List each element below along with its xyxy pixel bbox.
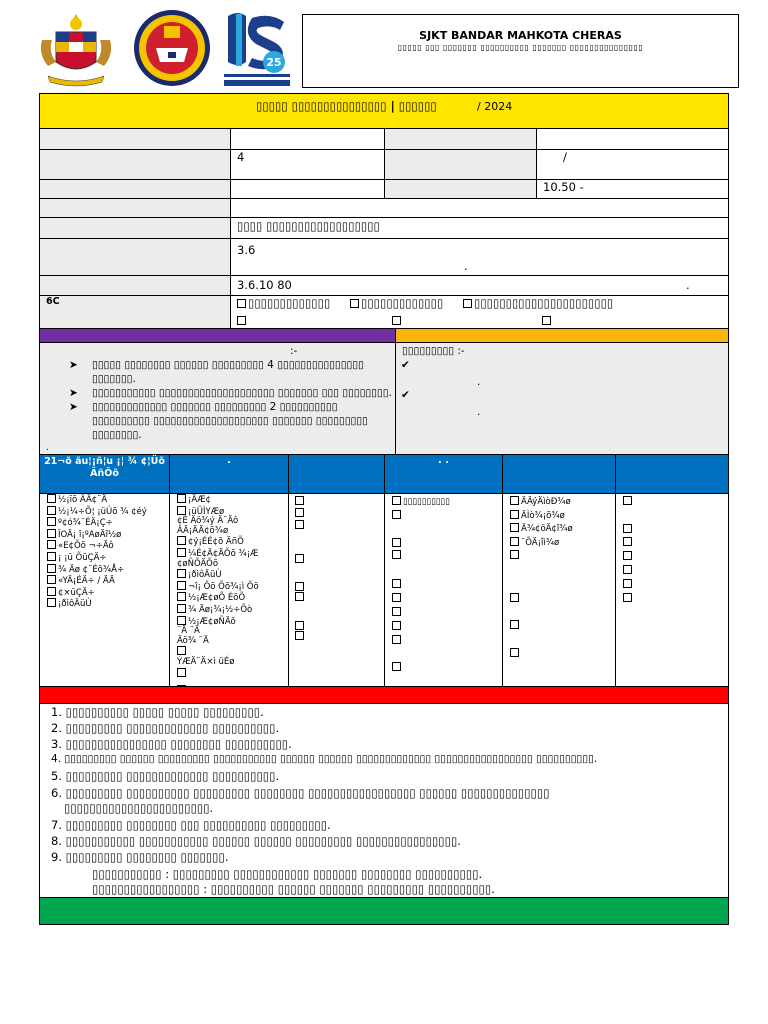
activity-option: ÂÄ¡ÄÄ¢õ¾ø xyxy=(177,525,229,536)
criteria-label: ▯▯▯▯▯▯▯▯▯ :- xyxy=(402,345,465,357)
activity-option[interactable]: ¬î¡ Õõ Õõ¾¡ì Õõ xyxy=(177,581,287,593)
activities-col2-title: . xyxy=(227,455,231,466)
criteria-band xyxy=(395,328,729,343)
school-name: SJKT BANDAR MAHKOTA CHERAS xyxy=(419,29,622,42)
year-cell xyxy=(230,149,385,180)
note-item: 2. ▯▯▯▯▯▯▯▯▯ ▯▯▯▯▯▯▯▯▯▯▯▯▯ ▯▯▯▯▯▯▯▯▯▯. xyxy=(51,721,280,735)
svg-text:25: 25 xyxy=(266,56,282,69)
activity-checkbox[interactable] xyxy=(392,550,401,559)
note-item: 3. ▯▯▯▯▯▯▯▯▯▯▯▯▯▯▯▯ ▯▯▯▯▯▯▯▯ ▯▯▯▯▯▯▯▯▯▯. xyxy=(51,737,292,751)
activity-checkbox[interactable] xyxy=(392,607,401,616)
label-cell xyxy=(39,217,231,239)
activity-checkbox[interactable] xyxy=(392,593,401,602)
activity-option: ¨Ä ¨Ä xyxy=(177,626,200,637)
activity-option: ¢É Äö¾ý Ä¨Äô xyxy=(177,516,239,527)
learning-standard-cell xyxy=(230,275,729,296)
option-label: ▯▯▯▯▯▯▯▯▯▯▯▯▯ xyxy=(248,296,331,310)
time-cell xyxy=(536,179,729,199)
activities-col6 xyxy=(615,493,729,687)
activity-option[interactable]: ÎOÄ¡ î¡ºAøÄî½ø xyxy=(47,529,167,541)
learning-standard-dot: . xyxy=(686,278,690,292)
option-checkbox[interactable] xyxy=(392,313,403,327)
notes-band xyxy=(39,686,729,704)
activity-checkbox[interactable] xyxy=(295,496,304,505)
activity-checkbox[interactable] xyxy=(623,593,632,602)
value-cell xyxy=(230,179,385,199)
value-cell xyxy=(230,128,385,150)
option-checkbox[interactable] xyxy=(237,299,246,308)
objective-text: ▯▯▯▯▯▯▯. xyxy=(92,373,136,385)
activity-checkbox[interactable] xyxy=(295,508,304,517)
objective-text: ▯▯▯▯▯▯▯▯▯▯ ▯▯▯▯▯▯▯▯▯▯▯▯▯▯▯▯▯▯▯▯ ▯▯▯▯▯▯▯ ▯▯▯▯▯▯▯▯▯ xyxy=(92,415,368,427)
activity-checkbox[interactable] xyxy=(295,621,304,630)
label-cell xyxy=(39,179,231,199)
activity-option[interactable]: ½¡¼÷Õ¦ ¡üÚõ ¾ ¢éý xyxy=(47,506,167,518)
activities-col4-header xyxy=(384,454,503,494)
note-item: 9. ▯▯▯▯▯▯▯▯▯ ▯▯▯▯▯▯▯▯ ▯▯▯▯▯▯▯. xyxy=(51,850,229,864)
activities-col3-header xyxy=(288,454,385,494)
row-label-6c: 6C xyxy=(46,296,60,307)
label-cell xyxy=(39,238,231,276)
activity-checkbox[interactable] xyxy=(623,565,632,574)
plan-title: ▯▯▯▯▯ ▯▯▯▯▯▯▯▯▯▯▯▯▯▯▯ | ▯▯▯▯▯▯ xyxy=(256,99,437,113)
activity-option[interactable] xyxy=(510,550,573,564)
activity-checkbox[interactable] xyxy=(392,510,401,519)
option-2[interactable] xyxy=(350,296,443,310)
activity-checkbox[interactable] xyxy=(295,520,304,529)
date-slash: / xyxy=(563,150,567,164)
note-item: 1. ▯▯▯▯▯▯▯▯▯▯ ▯▯▯▯▯ ▯▯▯▯▯ ▯▯▯▯▯▯▯▯▯. xyxy=(51,705,264,719)
activity-checkbox[interactable] xyxy=(392,538,401,547)
activities-col4-title: . . xyxy=(437,455,450,466)
year-value: 4 xyxy=(237,150,245,164)
objective-text: ▯▯▯▯▯▯▯▯▯▯▯ ▯▯▯▯▯▯▯▯▯▯▯▯▯▯▯▯▯▯▯▯ ▯▯▯▯▯▯▯ ▯▯▯ ▯▯▯▯▯▯▯▯. xyxy=(92,387,392,399)
activity-option[interactable]: ¡ ¡ü ÕüÇÄ÷ xyxy=(47,552,167,564)
label-cell xyxy=(39,275,231,296)
notes-box xyxy=(39,703,729,898)
objective-text: ▯▯▯▯▯▯▯▯▯▯▯▯▯ ▯▯▯▯▯▯▯ ▯▯▯▯▯▯▯▯▯ 2 ▯▯▯▯▯▯▯▯▯▯ xyxy=(92,401,338,413)
note-item: ▯▯▯▯▯▯▯▯▯▯▯ : ▯▯▯▯▯▯▯▯▯ ▯▯▯▯▯▯▯▯▯▯▯▯ ▯▯▯▯▯▯▯ ▯▯▯▯▯▯▯▯ ▯▯▯▯▯▯▯▯▯▯. xyxy=(92,867,483,881)
activity-checkbox[interactable] xyxy=(392,635,401,644)
note-item: 4. ▯▯▯▯▯▯▯▯▯ ▯▯▯▯▯▯ ▯▯▯▯▯▯▯▯▯ ▯▯▯▯▯▯▯▯▯▯▯ ▯▯▯▯▯▯ ▯▯▯▯▯▯ ▯▯▯▯▯▯▯▯▯▯▯▯▯ ▯▯▯▯▯▯▯▯▯▯▯▯▯▯▯▯▯ ▯▯▯▯▯▯▯▯▯▯. xyxy=(51,753,598,765)
activity-option[interactable]: ▯▯▯▯▯▯▯▯▯▯ xyxy=(392,496,450,508)
objectives-box xyxy=(39,342,396,455)
objective-text: ▯▯▯▯▯ ▯▯▯▯▯▯▯▯ ▯▯▯▯▯▯ ▯▯▯▯▯▯▯▯▯ 4 ▯▯▯▯▯▯▯▯▯▯▯▯▯▯▯ xyxy=(92,359,364,371)
school-header-box xyxy=(302,14,739,88)
objectives-label: :- xyxy=(290,345,298,357)
activity-checkbox[interactable] xyxy=(510,593,519,602)
activities-col4 xyxy=(384,493,503,687)
school-emblem-logo xyxy=(132,8,212,88)
activity-checkbox[interactable] xyxy=(392,579,401,588)
activity-option[interactable] xyxy=(177,668,287,680)
criteria-box xyxy=(395,342,729,455)
activity-option[interactable]: ¡ðìôÄüÙ xyxy=(47,598,167,610)
content-standard-dot: . xyxy=(464,259,468,273)
activity-checkbox[interactable] xyxy=(392,662,401,671)
activity-option[interactable]: ¼É¢Ä¢ÄÕõ ¾¡Æ xyxy=(177,548,287,560)
activity-option[interactable]: ½¡Æ¢øÑÄõ xyxy=(177,616,287,628)
objectives-band xyxy=(39,328,396,343)
objective-trailing-dot: . xyxy=(46,443,49,453)
activity-option[interactable]: ÄÄýÄìòÐ¾ø xyxy=(510,496,573,510)
label-cell xyxy=(384,179,537,199)
activity-option[interactable]: «YÄ¡ÉÄ÷ / ÄÄ xyxy=(47,575,167,587)
activity-option[interactable]: «E¢Õõ ¬÷Äô xyxy=(47,540,167,552)
value-cell xyxy=(536,128,729,150)
topic-value: ▯▯▯▯ ▯▯▯▯▯▯▯▯▯▯▯▯▯▯▯▯▯▯ xyxy=(237,219,380,233)
bullet-arrow-icon: ➤ xyxy=(69,387,78,399)
activity-option[interactable]: ¾ Äø¡¾¡½÷Õò xyxy=(177,604,287,616)
bullet-arrow-icon: ➤ xyxy=(69,401,78,413)
activities-col1-title: 21¬õ äu¦¡ñ¦u ¡¦ ¾ ¢¦Üõ ÄñÕõ xyxy=(44,456,165,479)
activities-col1 xyxy=(39,493,170,687)
activities-col1-header xyxy=(39,454,170,494)
topic-cell xyxy=(230,217,729,239)
activities-col5-header xyxy=(502,454,616,494)
activity-option[interactable]: º¢ó¾¨ÉÄ¡Ç÷ xyxy=(47,517,167,529)
activity-checkbox[interactable] xyxy=(623,524,632,533)
activity-checkbox[interactable] xyxy=(295,592,304,601)
activity-checkbox[interactable] xyxy=(510,620,519,629)
option-checkbox[interactable] xyxy=(237,313,248,327)
activity-checkbox[interactable] xyxy=(623,537,632,546)
footer-band xyxy=(39,897,729,925)
activity-option[interactable]: ½¡Æ¢øÕ ÉõÕ xyxy=(177,592,287,604)
option-1[interactable] xyxy=(237,296,330,310)
label-cell xyxy=(384,149,537,180)
activity-checkbox[interactable] xyxy=(295,554,304,563)
option-checkbox[interactable] xyxy=(350,299,359,308)
date-cell xyxy=(536,149,729,180)
activity-checkbox[interactable] xyxy=(392,621,401,630)
activity-option[interactable]: ¾ Äø ¢¨Éõ¾Å÷ xyxy=(47,564,167,576)
plan-title-band xyxy=(39,93,729,129)
school-address: ▯▯▯▯▯ ▯▯▯ ▯▯▯▯▯▯▯ ▯▯▯▯▯▯▯▯▯▯ ▯▯▯▯▯▯▯ ▯▯▯▯▯▯▯▯▯▯▯▯▯▯▯ xyxy=(397,43,644,52)
label-cell xyxy=(39,198,231,218)
activity-option[interactable]: ¨ÕÄ¡îì¾ø xyxy=(510,537,573,551)
label-cell xyxy=(39,128,231,150)
activity-option[interactable]: ¡ÄÆ¢ xyxy=(177,494,287,506)
activity-option[interactable]: ¡ðìôÄüÙ xyxy=(177,569,287,581)
activity-option[interactable]: ¡üÜÌYÆø xyxy=(177,506,287,518)
activity-option[interactable]: Ä¾¢öÄ¢î¾ø xyxy=(510,523,573,537)
activity-checkbox[interactable] xyxy=(295,631,304,640)
option-checkbox[interactable] xyxy=(463,299,472,308)
option-checkbox[interactable] xyxy=(542,313,553,327)
check-icon: ✔ xyxy=(401,359,410,371)
note-item: 5. ▯▯▯▯▯▯▯▯▯ ▯▯▯▯▯▯▯▯▯▯▯▯▯ ▯▯▯▯▯▯▯▯▯▯. xyxy=(51,769,280,783)
coat-of-arms-logo xyxy=(30,10,122,88)
note-item: 7. ▯▯▯▯▯▯▯▯▯ ▯▯▯▯▯▯▯▯ ▯▯▯ ▯▯▯▯▯▯▯▯▯▯ ▯▯▯▯▯▯▯▯▯. xyxy=(51,818,331,832)
activity-option[interactable]: ½¡ïõ ÂÄ¢¨Ä xyxy=(47,494,167,506)
activity-option: ÝÆÄ¨Ä×ì üÉø xyxy=(177,656,235,667)
label-cell xyxy=(39,295,231,329)
time-value: 10.50 - xyxy=(543,180,584,194)
options-cell xyxy=(230,295,729,329)
activity-option: Äö¾ ¨Ä xyxy=(177,635,209,646)
activity-option: ¢øÑÕÄÕõ xyxy=(177,558,219,569)
activities-col2-header xyxy=(169,454,289,494)
learning-standard-value: 3.6.10 80 xyxy=(237,278,292,292)
activity-checkbox[interactable] xyxy=(623,551,632,560)
option-label: ▯▯▯▯▯▯▯▯▯▯▯▯▯ xyxy=(361,296,444,310)
activities-col5 xyxy=(502,493,616,687)
option-label: ▯▯▯▯▯▯▯▯▯▯▯▯▯▯▯▯▯▯▯▯▯▯ xyxy=(474,296,614,310)
activity-checkbox[interactable] xyxy=(295,582,304,591)
activity-checkbox[interactable] xyxy=(623,579,632,588)
activities-col6-header xyxy=(615,454,729,494)
activities-col2 xyxy=(169,493,289,687)
cs25-programme-logo xyxy=(222,8,292,88)
activity-checkbox[interactable] xyxy=(510,648,519,657)
bullet-arrow-icon: ➤ xyxy=(69,359,78,371)
activities-col3 xyxy=(288,493,385,687)
label-cell xyxy=(39,149,231,180)
activity-option[interactable]: ÄÌò¾¡õ¾ø xyxy=(510,510,573,524)
note-item: 6. ▯▯▯▯▯▯▯▯▯ ▯▯▯▯▯▯▯▯▯▯ ▯▯▯▯▯▯▯▯▯ ▯▯▯▯▯▯▯▯ ▯▯▯▯▯▯▯▯▯▯▯▯▯▯▯▯▯ ▯▯▯▯▯▯ ▯▯▯▯▯▯▯▯▯▯▯▯▯▯ xyxy=(51,786,550,800)
check-icon: ✔ xyxy=(401,389,410,401)
activity-checkbox[interactable] xyxy=(623,496,632,505)
label-cell xyxy=(384,128,537,150)
criteria-dot: . xyxy=(477,376,481,388)
value-cell xyxy=(230,198,729,218)
note-item: ▯▯▯▯▯▯▯▯▯▯▯▯▯▯▯▯▯▯▯▯▯▯▯. xyxy=(64,801,214,815)
option-3[interactable] xyxy=(463,296,613,310)
note-item: ▯▯▯▯▯▯▯▯▯▯▯▯▯▯▯▯▯ : ▯▯▯▯▯▯▯▯▯▯ ▯▯▯▯▯▯ ▯▯▯▯▯▯▯ ▯▯▯▯▯▯▯▯▯ ▯▯▯▯▯▯▯▯▯▯. xyxy=(92,882,495,896)
criteria-dot: . xyxy=(477,406,481,418)
note-item: 8. ▯▯▯▯▯▯▯▯▯▯▯ ▯▯▯▯▯▯▯▯▯▯▯ ▯▯▯▯▯▯ ▯▯▯▯▯▯ ▯▯▯▯▯▯▯▯▯ ▯▯▯▯▯▯▯▯▯▯▯▯▯▯▯▯. xyxy=(51,834,461,848)
activity-option[interactable]: ¢×üÇÄ÷ xyxy=(47,587,167,599)
objective-text: ▯▯▯▯▯▯▯▯. xyxy=(92,429,142,441)
plan-year: / 2024 xyxy=(477,100,513,113)
content-standard-value: 3.6 xyxy=(237,243,256,257)
content-standard-cell xyxy=(230,238,729,276)
activity-option[interactable]: ¢ý¡ÉÉ¢õ ÄñÕ xyxy=(177,536,287,548)
